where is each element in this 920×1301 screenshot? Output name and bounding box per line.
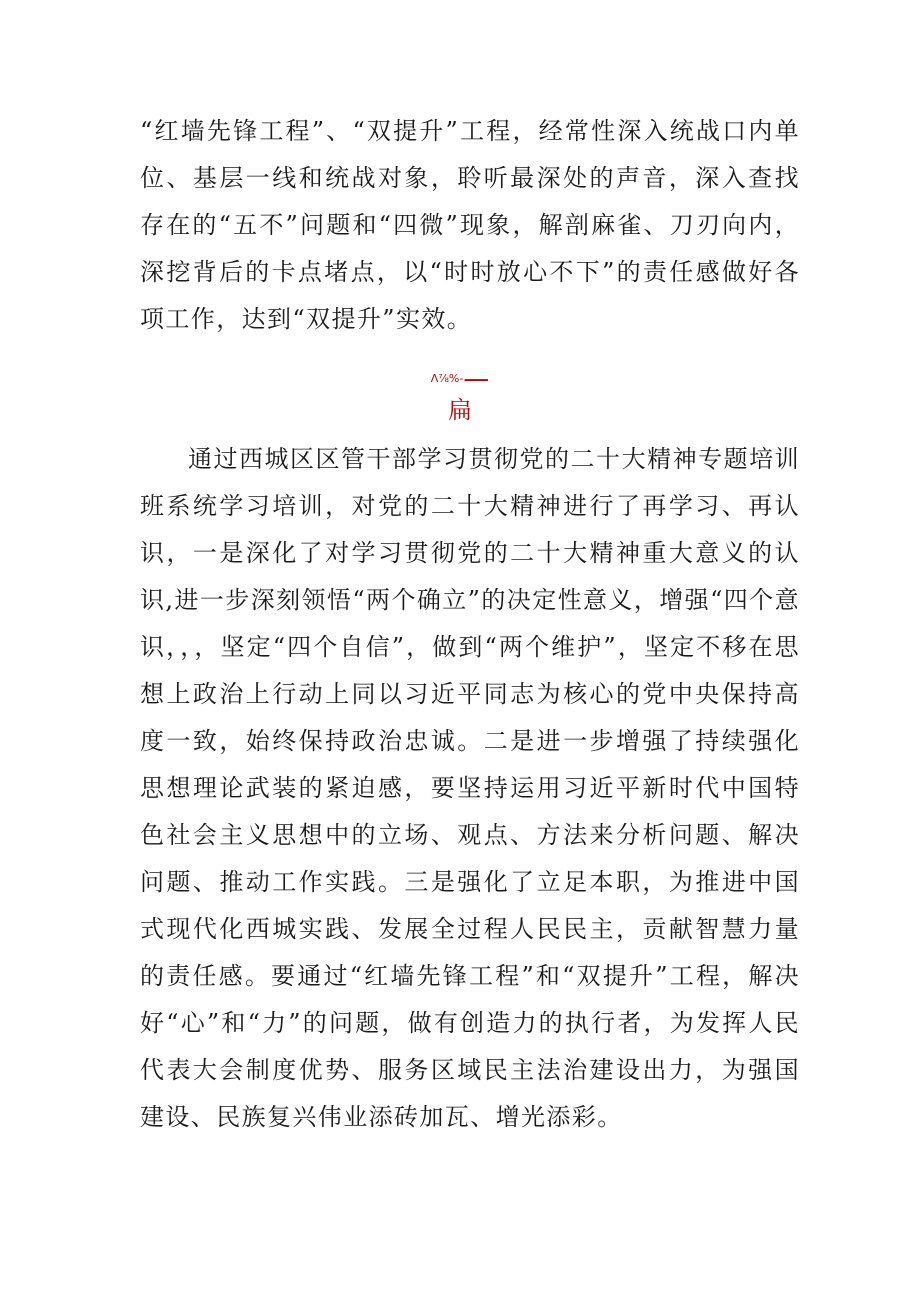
section-heading bbox=[0, 363, 920, 425]
body-paragraph-1: “红墙先锋工程”、“双提升”工程，经常性深入统战口内单位、基层一线和统战对象，聆听最深处的声音，深入查找存在的“五不”问题和“四微”现象，解剖麻雀、刀刃向内，深挖背后的卡点堵点，以“时时放心不下”的责任感做好各项工作，达到“双提升”实效。 bbox=[140, 117, 800, 333]
body-paragraph-2: 通过西城区区管干部学习贯彻党的二十大精神专题培训班系统学习培训，对党的二十大精神进行了再学习、再认识，一是深化了对学习贯彻党的二十大精神重大意义的认识,进一步深刻领悟“两个确立”的决定性意义，增强“四个意识，，，坚定“四个自信”，做到“两个维护”，坚定不移在思想上政治上行动上同以习近平同志为核心的党中央保持高度一致，始终保持政治忠诚。二是进一步增强了持续强化思想理论武装的紧迫感，要坚持运用习近平新时代中国特色社会主义思想中的立场、观点、方法来分析问题、解决问题、推动工作实践。三是强化了立足本职，为推进中国式现代化西城实践、发展全过程人民民主，贡献智慧力量的责任感。要通过“红墙先锋工程”和“双提升”工程，解决好“心”和“力”的问题，做有创造力的执行者，为发挥人民代表大会制度优势、服务区域民主法治建设出力，为强国建设、民族复兴伟业添砖加瓦、增光添彩。 bbox=[140, 445, 800, 1131]
heading-character: 扁 bbox=[448, 395, 472, 424]
heading-dash: — bbox=[463, 363, 490, 394]
heading-garbled-text: Λ⅞%- bbox=[430, 372, 464, 385]
